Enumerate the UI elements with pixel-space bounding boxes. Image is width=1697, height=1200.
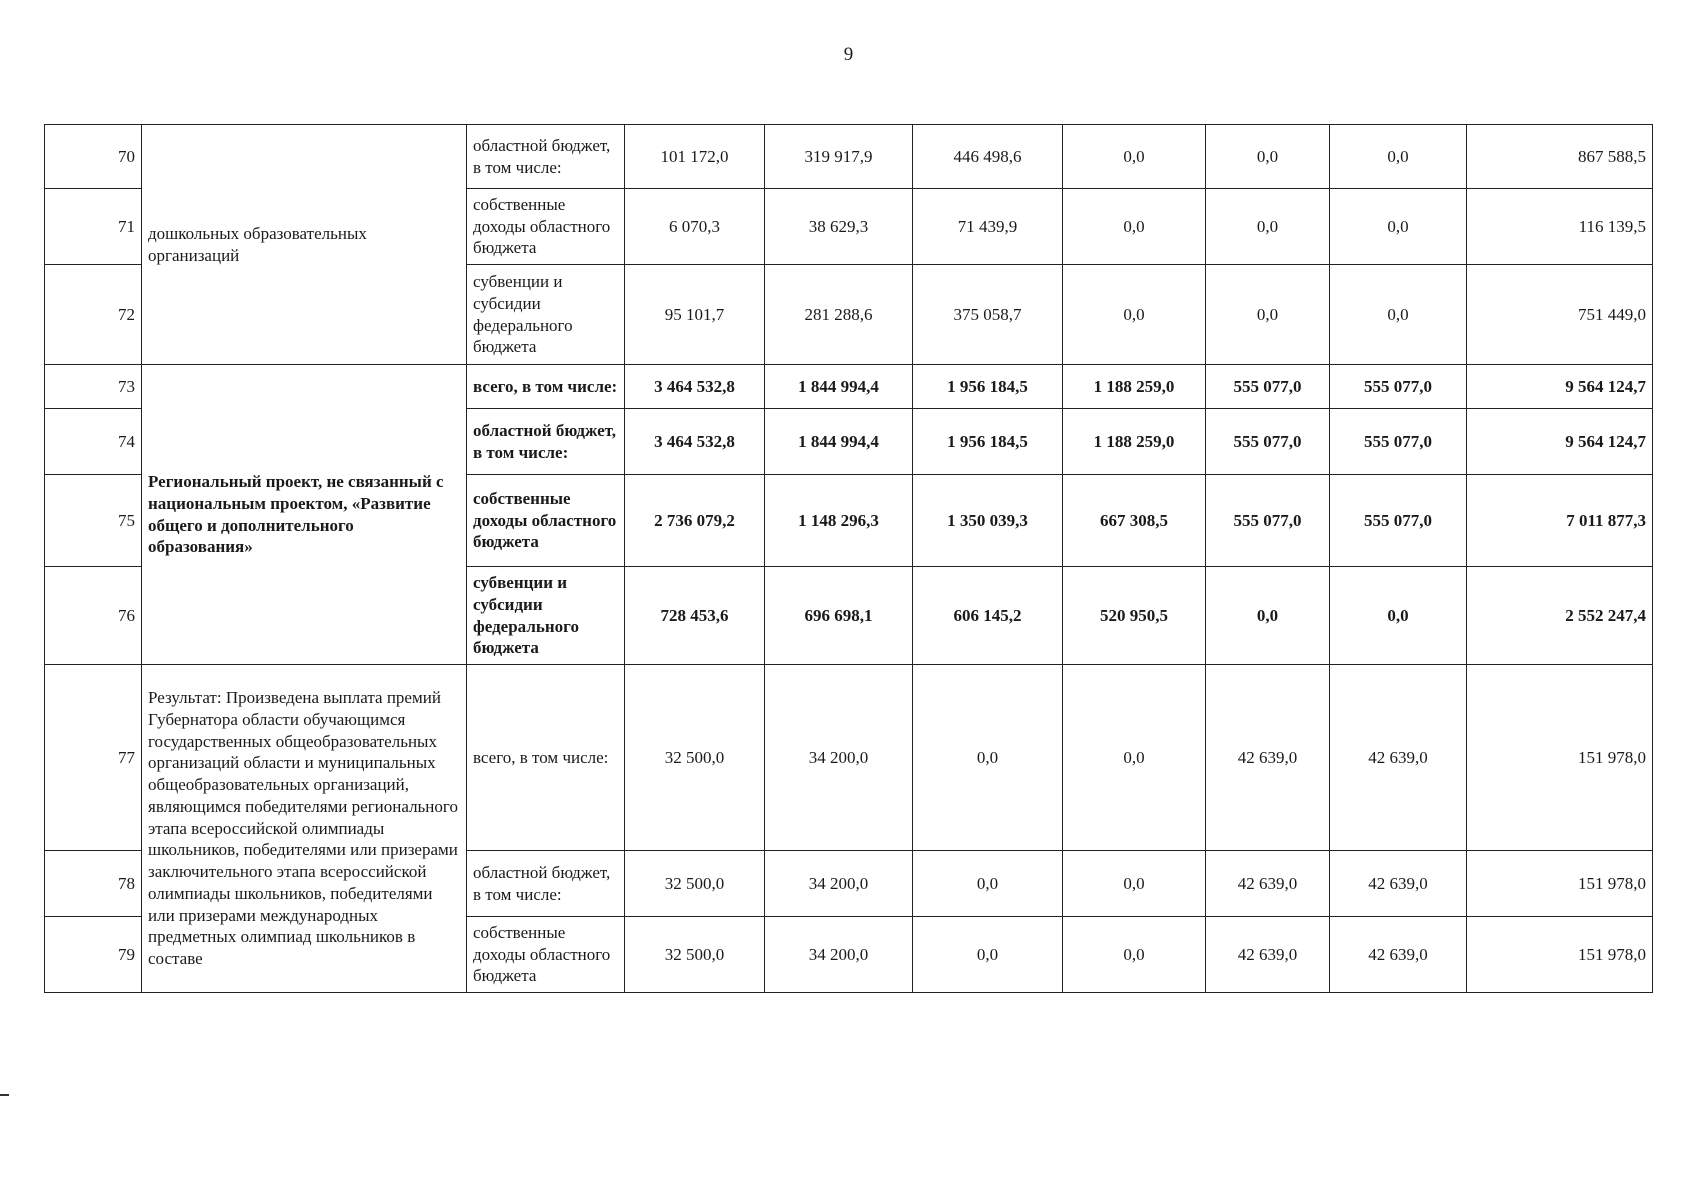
total-amount: 9 564 124,7 bbox=[1467, 409, 1653, 475]
year-amount: 3 464 532,8 bbox=[625, 365, 765, 409]
year-amount: 0,0 bbox=[913, 665, 1063, 851]
total-amount: 116 139,5 bbox=[1467, 189, 1653, 265]
funding-source: собственные доходы областного бюджета bbox=[467, 475, 625, 567]
year-amount: 667 308,5 bbox=[1063, 475, 1206, 567]
year-amount: 34 200,0 bbox=[765, 665, 913, 851]
year-amount: 32 500,0 bbox=[625, 665, 765, 851]
total-amount: 151 978,0 bbox=[1467, 851, 1653, 917]
year-amount: 696 698,1 bbox=[765, 567, 913, 665]
year-amount: 95 101,7 bbox=[625, 265, 765, 365]
table-body bbox=[45, 125, 1653, 993]
row-number: 71 bbox=[45, 189, 142, 265]
year-amount: 42 639,0 bbox=[1206, 851, 1330, 917]
year-amount: 1 188 259,0 bbox=[1063, 409, 1206, 475]
year-amount: 0,0 bbox=[1206, 125, 1330, 189]
year-amount: 555 077,0 bbox=[1206, 409, 1330, 475]
group-description: Региональный проект, не связанный с национальным проектом, «Развитие общего и дополнительного образования» bbox=[142, 365, 467, 665]
funding-source: областной бюджет, в том числе: bbox=[467, 125, 625, 189]
row-number: 73 bbox=[45, 365, 142, 409]
year-amount: 319 917,9 bbox=[765, 125, 913, 189]
row-number: 72 bbox=[45, 265, 142, 365]
year-amount: 0,0 bbox=[1063, 917, 1206, 993]
table-row bbox=[45, 125, 1653, 189]
funding-source: областной бюджет, в том числе: bbox=[467, 409, 625, 475]
year-amount: 555 077,0 bbox=[1330, 365, 1467, 409]
funding-source: субвенции и субсидии федерального бюджета bbox=[467, 265, 625, 365]
total-amount: 151 978,0 bbox=[1467, 917, 1653, 993]
year-amount: 0,0 bbox=[1206, 189, 1330, 265]
row-number: 77 bbox=[45, 665, 142, 851]
year-amount: 555 077,0 bbox=[1206, 475, 1330, 567]
table-row bbox=[45, 365, 1653, 409]
year-amount: 32 500,0 bbox=[625, 851, 765, 917]
year-amount: 1 350 039,3 bbox=[913, 475, 1063, 567]
funding-source: всего, в том числе: bbox=[467, 365, 625, 409]
year-amount: 555 077,0 bbox=[1330, 475, 1467, 567]
year-amount: 0,0 bbox=[1330, 189, 1467, 265]
funding-source: собственные доходы областного бюджета bbox=[467, 917, 625, 993]
row-number: 78 bbox=[45, 851, 142, 917]
year-amount: 0,0 bbox=[1206, 567, 1330, 665]
funding-source: собственные доходы областного бюджета bbox=[467, 189, 625, 265]
year-amount: 606 145,2 bbox=[913, 567, 1063, 665]
year-amount: 34 200,0 bbox=[765, 917, 913, 993]
year-amount: 32 500,0 bbox=[625, 917, 765, 993]
year-amount: 375 058,7 bbox=[913, 265, 1063, 365]
year-amount: 0,0 bbox=[913, 917, 1063, 993]
year-amount: 0,0 bbox=[1330, 567, 1467, 665]
total-amount: 867 588,5 bbox=[1467, 125, 1653, 189]
page-number: 9 bbox=[843, 44, 854, 65]
year-amount: 42 639,0 bbox=[1330, 665, 1467, 851]
year-amount: 34 200,0 bbox=[765, 851, 913, 917]
year-amount: 1 844 994,4 bbox=[765, 365, 913, 409]
year-amount: 6 070,3 bbox=[625, 189, 765, 265]
year-amount: 0,0 bbox=[1063, 125, 1206, 189]
year-amount: 38 629,3 bbox=[765, 189, 913, 265]
total-amount: 7 011 877,3 bbox=[1467, 475, 1653, 567]
group-description: Результат: Произведена выплата премий Губернатора области обучающимся государственных общеобразовательных организаций области и муниципальных общеобразовательных организаций, являющимся победителями регионального этапа всероссийской олимпиады школьников, победителями или призерами заключительного этапа всероссийской олимпиады школьников, победителями или призерами международных предметных олимпиад школьников в составе bbox=[142, 665, 467, 993]
year-amount: 0,0 bbox=[1063, 665, 1206, 851]
total-amount: 151 978,0 bbox=[1467, 665, 1653, 851]
year-amount: 71 439,9 bbox=[913, 189, 1063, 265]
year-amount: 3 464 532,8 bbox=[625, 409, 765, 475]
year-amount: 446 498,6 bbox=[913, 125, 1063, 189]
row-number: 74 bbox=[45, 409, 142, 475]
funding-source: всего, в том числе: bbox=[467, 665, 625, 851]
year-amount: 101 172,0 bbox=[625, 125, 765, 189]
year-amount: 1 844 994,4 bbox=[765, 409, 913, 475]
year-amount: 520 950,5 bbox=[1063, 567, 1206, 665]
year-amount: 0,0 bbox=[1330, 125, 1467, 189]
funding-source: субвенции и субсидии федерального бюджета bbox=[467, 567, 625, 665]
year-amount: 0,0 bbox=[1063, 189, 1206, 265]
year-amount: 0,0 bbox=[913, 851, 1063, 917]
budget-table bbox=[44, 124, 1653, 993]
year-amount: 1 188 259,0 bbox=[1063, 365, 1206, 409]
year-amount: 42 639,0 bbox=[1206, 665, 1330, 851]
year-amount: 1 148 296,3 bbox=[765, 475, 913, 567]
row-number: 70 bbox=[45, 125, 142, 189]
total-amount: 2 552 247,4 bbox=[1467, 567, 1653, 665]
row-number: 76 bbox=[45, 567, 142, 665]
year-amount: 42 639,0 bbox=[1206, 917, 1330, 993]
group-description: дошкольных образовательных организаций bbox=[142, 125, 467, 365]
table-row bbox=[45, 665, 1653, 851]
year-amount: 0,0 bbox=[1063, 265, 1206, 365]
year-amount: 0,0 bbox=[1330, 265, 1467, 365]
year-amount: 555 077,0 bbox=[1206, 365, 1330, 409]
year-amount: 42 639,0 bbox=[1330, 917, 1467, 993]
year-amount: 1 956 184,5 bbox=[913, 409, 1063, 475]
year-amount: 728 453,6 bbox=[625, 567, 765, 665]
row-number: 79 bbox=[45, 917, 142, 993]
year-amount: 2 736 079,2 bbox=[625, 475, 765, 567]
year-amount: 42 639,0 bbox=[1330, 851, 1467, 917]
total-amount: 751 449,0 bbox=[1467, 265, 1653, 365]
total-amount: 9 564 124,7 bbox=[1467, 365, 1653, 409]
funding-source: областной бюджет, в том числе: bbox=[467, 851, 625, 917]
margin-mark bbox=[0, 1094, 9, 1096]
year-amount: 1 956 184,5 bbox=[913, 365, 1063, 409]
row-number: 75 bbox=[45, 475, 142, 567]
year-amount: 281 288,6 bbox=[765, 265, 913, 365]
year-amount: 0,0 bbox=[1206, 265, 1330, 365]
year-amount: 555 077,0 bbox=[1330, 409, 1467, 475]
year-amount: 0,0 bbox=[1063, 851, 1206, 917]
